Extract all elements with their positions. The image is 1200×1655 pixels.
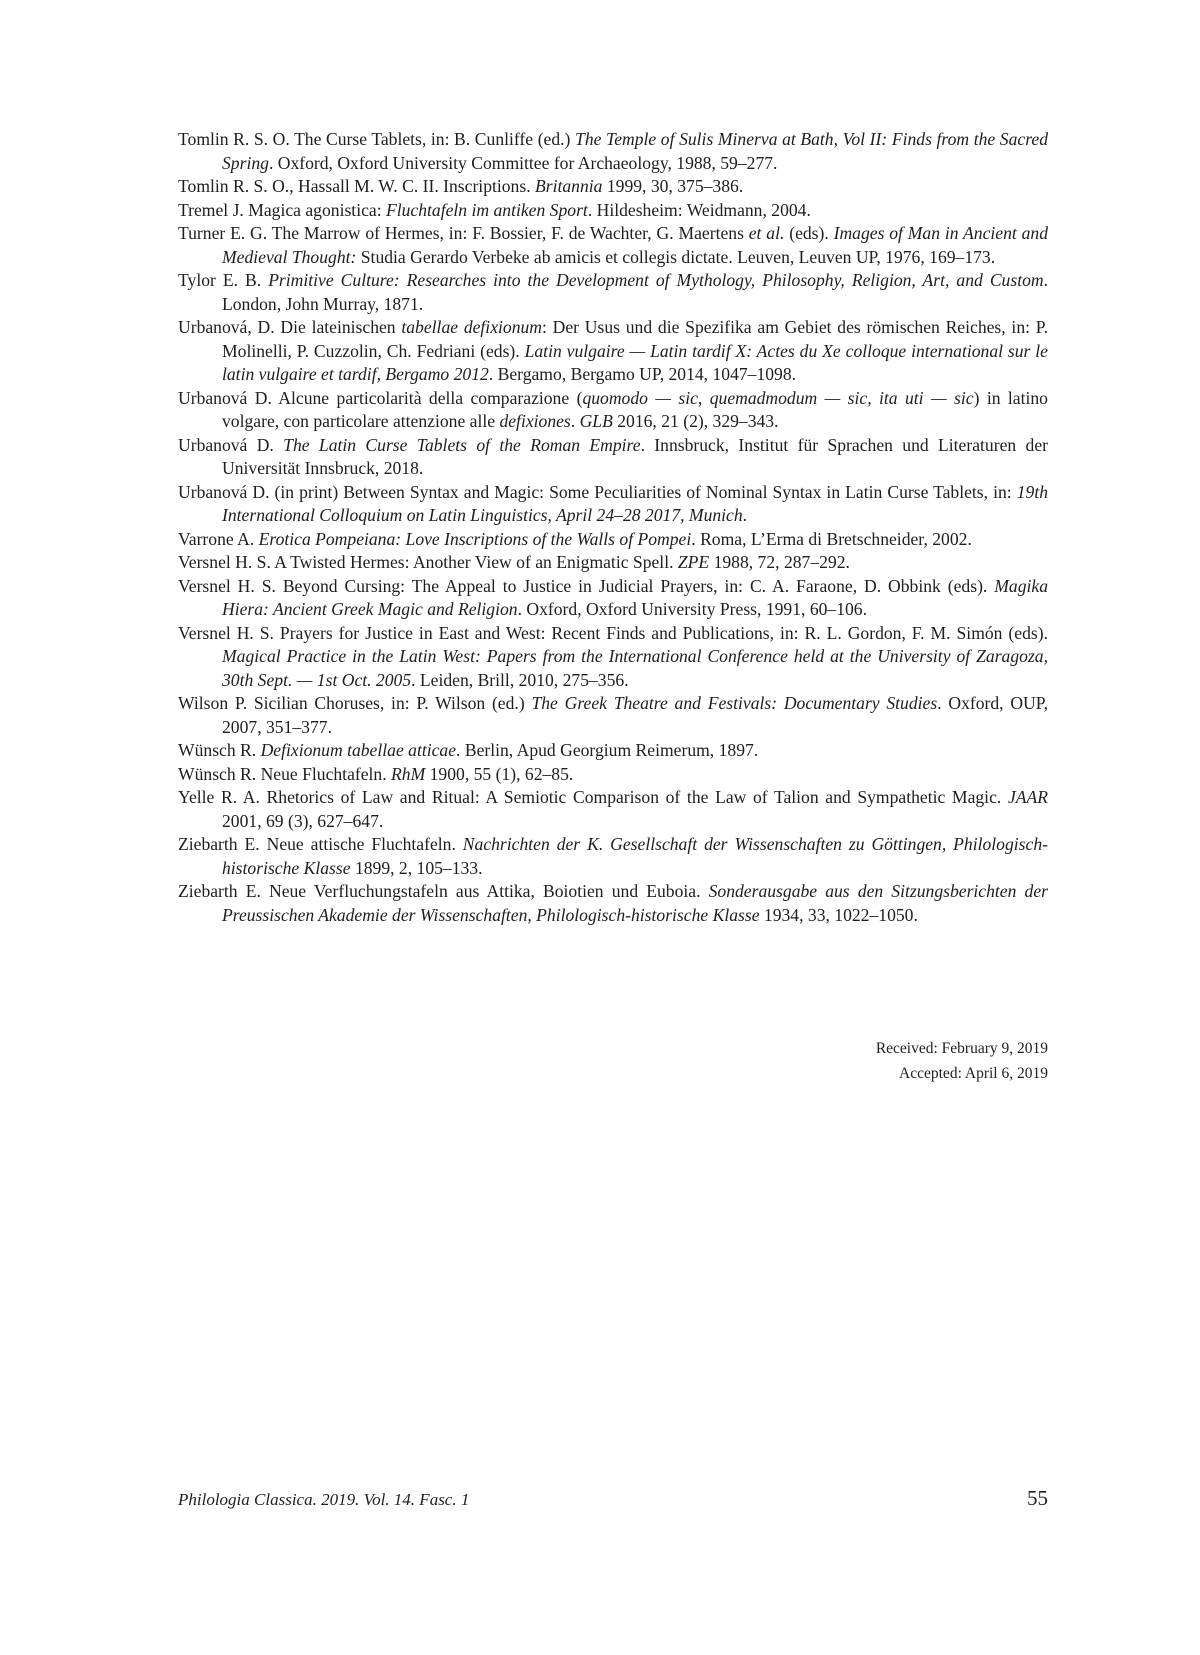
reference-title-italic: defixiones [499, 411, 571, 431]
reference-text: Urbanová D. (in print) Between Syntax and Magic: Some Peculiarities of Nominal Syntax in Latin Curse Tablets, in: [178, 481, 1017, 502]
reference-entry [178, 175, 1048, 199]
reference-text: 2001, 69 (3), 627–647. [222, 810, 384, 831]
reference-title-italic: The Latin Curse Tablets of the Roman Empire [283, 434, 641, 455]
reference-entry [178, 481, 1048, 528]
reference-text: Yelle R. A. Rhetorics of Law and Ritual: A Semiotic Comparison of the Law of Talion and Sympathetic Magic. [178, 787, 1008, 807]
reference-text: Urbanová D. [178, 434, 284, 455]
reference-entry [178, 622, 1048, 693]
reference-title-italic: The Greek Theatre and Festivals: Documentary Studies [531, 693, 938, 713]
reference-entry [178, 575, 1048, 622]
reference-list [178, 128, 1048, 927]
reference-text: Versnel H. S. Prayers for Justice in East and West: Recent Finds and Publications, in: R. L. Gordon, F. M. Simón (eds). [178, 622, 1048, 643]
reference-text: . Bergamo, Bergamo UP, 2014, 1047–1098. [488, 364, 797, 384]
reference-text: Wünsch R. Neue Fluchtafeln. [178, 763, 392, 784]
reference-text: Versnel H. S. A Twisted Hermes: Another View of an Enigmatic Spell. [178, 552, 678, 572]
page-number: 55 [1027, 1486, 1048, 1510]
reference-text: . Leiden, Brill, 2010, 275–356. [411, 669, 629, 690]
reference-text: 1900, 55 (1), 62–85. [425, 763, 574, 784]
reference-text: Tomlin R. S. O. The Curse Tablets, in: B. Cunliffe (ed.) [178, 129, 576, 149]
reference-title-italic: quomodo — sic, quemadmodum — sic, ita uti — sic [582, 387, 974, 408]
reference-text: Versnel H. S. Beyond Cursing: The Appeal to Justice in Judicial Prayers, in: C. A. Faraone, D. Obbink (eds). [178, 575, 995, 596]
reference-title-italic: Fluchtafeln im antiken Sport [386, 199, 588, 220]
journal-footer: Philologia Classica. 2019. Vol. 14. Fasc. 1 [178, 1490, 470, 1509]
reference-title-italic: Latin vulgaire — Latin tardif X: Actes du Xe colloque international sur le latin vulgaire et tardif, Bergamo 2012 [222, 340, 1048, 384]
reference-entry [178, 387, 1048, 434]
reference-text: Studia Gerardo Verbeke ab amicis et collegis dictate. Leuven, Leuven UP, 1976, 169–173. [356, 246, 996, 267]
reference-entry [178, 434, 1048, 481]
reference-title-italic: Erotica Pompeiana: Love Inscriptions of the Walls of Pompei [258, 528, 692, 549]
reference-text: . Berlin, Apud Georgium Reimerum, 1897. [456, 740, 759, 760]
reference-title-italic: Nachrichten der K. Gesellschaft der Wissenschaften zu Göttingen, Philologisch-historische Klasse [222, 834, 1048, 878]
reference-entry [178, 269, 1048, 316]
reference-text: Tylor E. B. [178, 270, 269, 290]
reference-text: Ziebarth E. Neue Verfluchungstafeln aus Attika, Boiotien und Euboia. [178, 881, 709, 901]
reference-text: . London, John Murray, 1871. [222, 270, 1048, 314]
reference-title-italic: Magical Practice in the Latin West: Papers from the International Conference held at the University of Zaragoza, 30th Sept. — 1st Oct. 2005 [222, 646, 1048, 690]
reference-text: Tomlin R. S. O., Hassall M. W. C. II. Inscriptions. [178, 176, 536, 196]
reference-text: . [570, 411, 580, 431]
reference-title-italic: Primitive Culture: Researches into the Development of Mythology, Philosophy, Religion, Art, and Custom [268, 270, 1044, 290]
reference-title-italic: ZPE [677, 552, 710, 572]
reference-entry [178, 128, 1048, 175]
reference-text: . Roma, L’Erma di Bretschneider, 2002. [691, 528, 972, 549]
reference-text: 1934, 33, 1022–1050. [759, 904, 918, 925]
reference-entry [178, 739, 1048, 763]
reference-text: . Hildesheim: Weidmann, 2004. [587, 199, 811, 220]
reference-title-italic: Sonderausgabe aus den Sitzungsberichten der Preussischen Akademie der Wissenschaften, Philologisch-historische Klasse [222, 881, 1048, 925]
reference-text: . Oxford, OUP, 2007, 351–377. [222, 693, 1048, 737]
reference-text: Wünsch R. [178, 740, 261, 760]
reference-text: Urbanová D. Alcune particolarità della comparazione ( [178, 387, 583, 408]
reference-entry [178, 763, 1048, 787]
reference-text: . Oxford, Oxford University Press, 1991, 60–106. [517, 599, 867, 619]
reference-text: . [742, 505, 748, 525]
reference-title-italic: The Temple of Sulis Minerva at Bath, Vol II: Finds from the Sacred Spring [222, 129, 1048, 173]
reference-title-italic: 19th International Colloquium on Latin Linguistics, April 24–28 2017, Munich [222, 481, 1048, 525]
reference-entry [178, 528, 1048, 552]
reference-entry [178, 316, 1048, 387]
reference-title-italic: Britannia [535, 176, 603, 196]
reference-text: : Der Usus und die Spezifika am Gebiet des römischen Reiches, in: P. Molinelli, P. Cuzzolin, Ch. Fedriani (eds). [222, 317, 1049, 361]
reference-text: Varrone A. [178, 528, 259, 549]
reference-title-italic: et al. [748, 223, 785, 243]
reference-entry [178, 880, 1048, 927]
reference-text: 1899, 2, 105–133. [350, 857, 483, 878]
reference-entry [178, 692, 1048, 739]
reference-entry [178, 222, 1048, 269]
reference-text: Urbanová, D. Die lateinischen [178, 317, 402, 337]
reference-title-italic: JAAR [1007, 787, 1048, 807]
reference-text: ) in latino volgare, con particolare attenzione alle [222, 387, 1048, 431]
reference-text: Tremel J. Magica agonistica: [178, 199, 386, 220]
accepted-date: Accepted: April 6, 2019 [899, 1065, 1048, 1082]
reference-title-italic: RhM [391, 763, 426, 784]
reference-text: Turner E. G. The Marrow of Hermes, in: F. Bossier, F. de Wachter, G. Maertens [178, 223, 749, 243]
reference-text: Wilson P. Sicilian Choruses, in: P. Wilson (ed.) [178, 693, 532, 713]
reference-entry [178, 551, 1048, 575]
reference-text: 2016, 21 (2), 329–343. [612, 411, 779, 431]
reference-title-italic: tabellae defixionum [401, 317, 542, 337]
reference-entry [178, 833, 1048, 880]
reference-title-italic: GLB [579, 411, 613, 431]
reference-entry [178, 786, 1048, 833]
reference-text: . Oxford, Oxford University Committee for Archaeology, 1988, 59–277. [268, 152, 778, 173]
reference-title-italic: Magika Hiera: Ancient Greek Magic and Religion [222, 575, 1048, 619]
reference-text: Ziebarth E. Neue attische Fluchtafeln. [178, 834, 463, 854]
reference-text: . Innsbruck, Institut für Sprachen und Literaturen der Universität Innsbruck, 2018. [222, 434, 1048, 478]
submission-dates [876, 1036, 1048, 1086]
reference-text: 1999, 30, 375–386. [602, 176, 744, 196]
received-date: Received: February 9, 2019 [875, 1040, 1048, 1057]
reference-text: (eds). [784, 223, 834, 243]
reference-title-italic: Images of Man in Ancient and Medieval Thought: [222, 223, 1049, 267]
reference-title-italic: Defixionum tabellae atticae [260, 740, 457, 760]
reference-text: 1988, 72, 287–292. [709, 552, 850, 572]
reference-entry [178, 199, 1048, 223]
